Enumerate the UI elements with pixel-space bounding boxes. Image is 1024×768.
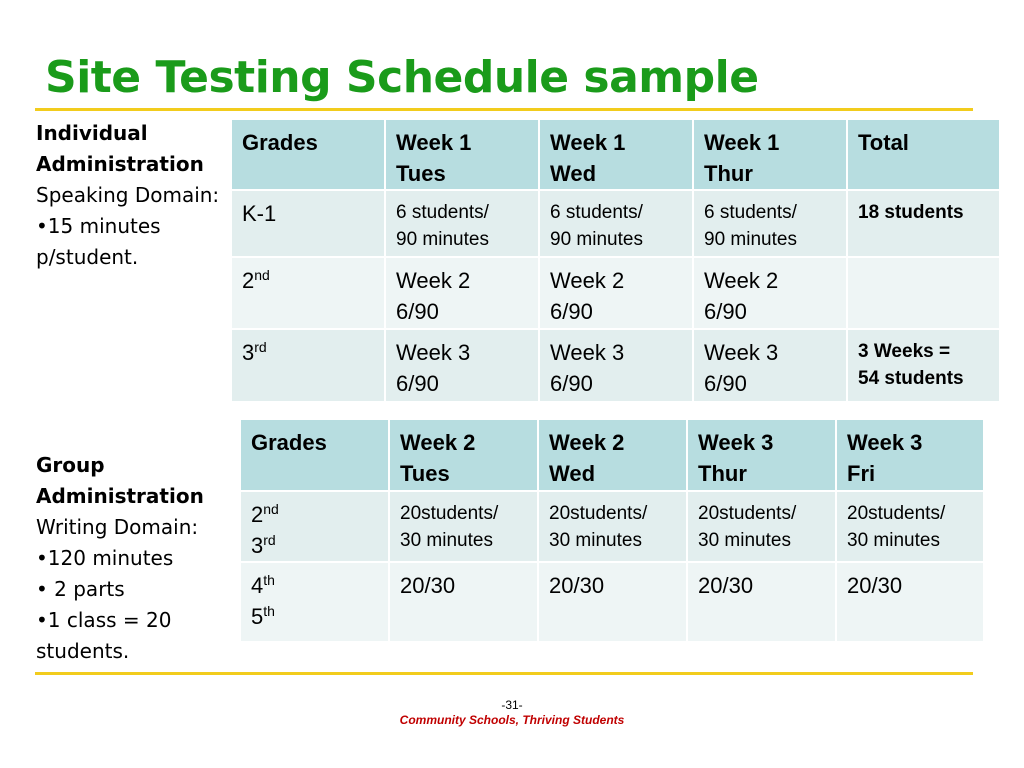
- header-cell: Week 2 Wed: [538, 419, 687, 491]
- total-cell: 3 Weeks = 54 students: [847, 329, 1000, 402]
- table-row: [240, 562, 984, 642]
- schedule-cell: Week 2 6/90: [539, 257, 693, 329]
- table-header-row: [240, 419, 984, 491]
- schedule-cell: 6 students/ 90 minutes: [385, 190, 539, 257]
- grade-cell: 3rd: [231, 329, 385, 402]
- grade-cell: 2nd 3rd: [240, 491, 389, 562]
- header-cell: Week 3 Fri: [836, 419, 984, 491]
- group-bullet-3-line2: students.: [36, 639, 130, 663]
- schedule-cell: 20/30: [687, 562, 836, 642]
- table-row: [231, 257, 1000, 329]
- group-domain: Writing Domain:: [36, 515, 199, 539]
- individual-domain: Speaking Domain:: [36, 183, 220, 207]
- group-bullet-3-line1: •1 class = 20: [36, 608, 172, 632]
- page-number: -31-: [501, 698, 523, 712]
- top-divider: [35, 108, 973, 111]
- individual-schedule-table: [230, 118, 1001, 403]
- schedule-cell: 20students/ 30 minutes: [389, 491, 538, 562]
- schedule-cell: 6 students/ 90 minutes: [693, 190, 847, 257]
- group-administration-note: [36, 450, 236, 667]
- header-cell: Total: [847, 119, 1000, 190]
- group-heading-line2: Administration: [36, 484, 204, 508]
- total-cell: [847, 257, 1000, 329]
- schedule-cell: 20students/ 30 minutes: [687, 491, 836, 562]
- schedule-cell: 20/30: [836, 562, 984, 642]
- schedule-cell: Week 3 6/90: [693, 329, 847, 402]
- header-cell: Week 2 Tues: [389, 419, 538, 491]
- slide-title: Site Testing Schedule sample: [45, 52, 759, 103]
- total-cell: 18 students: [847, 190, 1000, 257]
- grade-cell: 2nd: [231, 257, 385, 329]
- table-row: [240, 491, 984, 562]
- header-cell: Week 3 Thur: [687, 419, 836, 491]
- grade-cell: 4th 5th: [240, 562, 389, 642]
- schedule-cell: 20students/ 30 minutes: [538, 491, 687, 562]
- footer-tagline: Community Schools, Thriving Students: [399, 713, 625, 727]
- individual-heading-line2: Administration: [36, 152, 204, 176]
- schedule-cell: 20/30: [389, 562, 538, 642]
- grade-cell: K-1: [231, 190, 385, 257]
- header-cell: Week 1 Wed: [539, 119, 693, 190]
- group-bullet-2: • 2 parts: [36, 577, 125, 601]
- bottom-divider: [35, 672, 973, 675]
- header-cell: Grades: [231, 119, 385, 190]
- individual-administration-note: [36, 118, 236, 273]
- schedule-cell: Week 3 6/90: [539, 329, 693, 402]
- schedule-cell: Week 2 6/90: [385, 257, 539, 329]
- table-header-row: [231, 119, 1000, 190]
- header-cell: Grades: [240, 419, 389, 491]
- schedule-cell: 6 students/ 90 minutes: [539, 190, 693, 257]
- schedule-cell: 20students/ 30 minutes: [836, 491, 984, 562]
- schedule-cell: 20/30: [538, 562, 687, 642]
- group-schedule-table: [239, 418, 985, 643]
- header-cell: Week 1 Thur: [693, 119, 847, 190]
- individual-bullet-line2: p/student.: [36, 245, 139, 269]
- group-heading-line1: Group: [36, 453, 105, 477]
- schedule-cell: Week 3 6/90: [385, 329, 539, 402]
- schedule-cell: Week 2 6/90: [693, 257, 847, 329]
- table-row: [231, 329, 1000, 402]
- individual-heading-line1: Individual: [36, 121, 148, 145]
- individual-bullet-line1: •15 minutes: [36, 214, 161, 238]
- group-bullet-1: •120 minutes: [36, 546, 174, 570]
- header-cell: Week 1 Tues: [385, 119, 539, 190]
- table-row: [231, 190, 1000, 257]
